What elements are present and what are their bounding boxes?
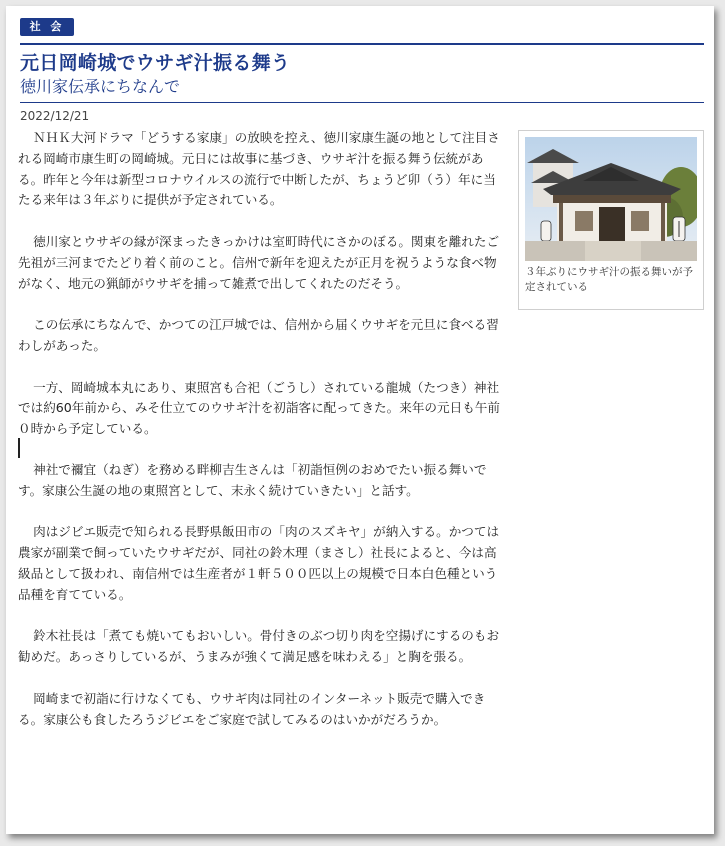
article-card bbox=[6, 6, 714, 834]
paragraph: ＮＨＫ大河ドラマ「どうする家康」の放映を控え、徳川家康生誕の地として注目される岡崎市康生町の岡崎城。元日には故事に基づき、ウサギ汁を振る舞う伝統がある。昨年と今年は新型コロナウイルスの流行で中断したが、ちょうど卯（う）年に当たる来年は３年ぶりに提供が予定されている。 bbox=[18, 130, 500, 208]
article-date: 2022/12/21 bbox=[20, 109, 90, 123]
category-badge: 社 会 bbox=[20, 18, 74, 36]
paragraph: 徳川家とウサギの縁が深まったきっかけは室町時代にさかのぼる。関東を離れたご先祖が三河までたどり着く前のこと。信州で新年を迎えたが正月を祝うような食べ物がなく、地元の猟師がウサギを捕って雑煮で出してくれたのだそう。 bbox=[18, 233, 500, 291]
paragraph: 岡崎まで初詣に行けなくても、ウサギ肉は同社のインターネット販売で購入できる。家康公も食したろうジビエをご家庭で試してみるのはいかがだろうか。 bbox=[18, 690, 486, 727]
paragraph: 鈴木社長は「煮ても焼いてもおいしい。骨付きのぶつ切り肉を空揚げにするのもお勧めだ。あっさりしているが、うまみが強くて満足感を味わえる」と胸を張る。 bbox=[18, 628, 500, 665]
header-rule bbox=[20, 43, 704, 45]
shrine-photo[interactable] bbox=[525, 137, 697, 261]
paragraph: 神社で禰宜（ねぎ）を務める畔柳吉生さんは「初詣恒例のおめでたい振る舞いです。家康公生誕の地の東照宮として、末永く続けていきたい」と話す。 bbox=[18, 461, 487, 498]
paragraph: 一方、岡崎城本丸にあり、東照宮も合祀（ごうし）されている龍城（たつき）神社では約60年前から、みそ仕立てのウサギ汁を初詣客に配ってきた。来年の元日も午前０時から予定している。 bbox=[18, 379, 500, 437]
article-body[interactable] bbox=[18, 128, 508, 751]
paragraph: この伝承にちなんで、かつての江戸城では、信州から届くウサギを元旦に食べる習わしがあった。 bbox=[18, 317, 499, 353]
subheader-rule bbox=[20, 102, 704, 103]
photo-figure bbox=[518, 130, 704, 310]
article-subheadline: 徳川家伝承にちなんで bbox=[20, 77, 181, 96]
paragraph: 肉はジビエ販売で知られる長野県飯田市の「肉のスズキヤ」が納入する。かつては農家が副業で飼っていたウサギだが、同社の鈴木理（まさし）社長によると、今は高級品として扱われ、南信州では生産者が１軒５００匹以上の規模で日本白色種という品種を育てている。 bbox=[18, 524, 500, 602]
photo-caption: ３年ぶりにウサギ汁の振る舞いが予定されている bbox=[525, 266, 693, 293]
article-headline: 元日岡崎城でウサギ汁振る舞う bbox=[20, 52, 291, 74]
text-cursor bbox=[18, 438, 20, 458]
